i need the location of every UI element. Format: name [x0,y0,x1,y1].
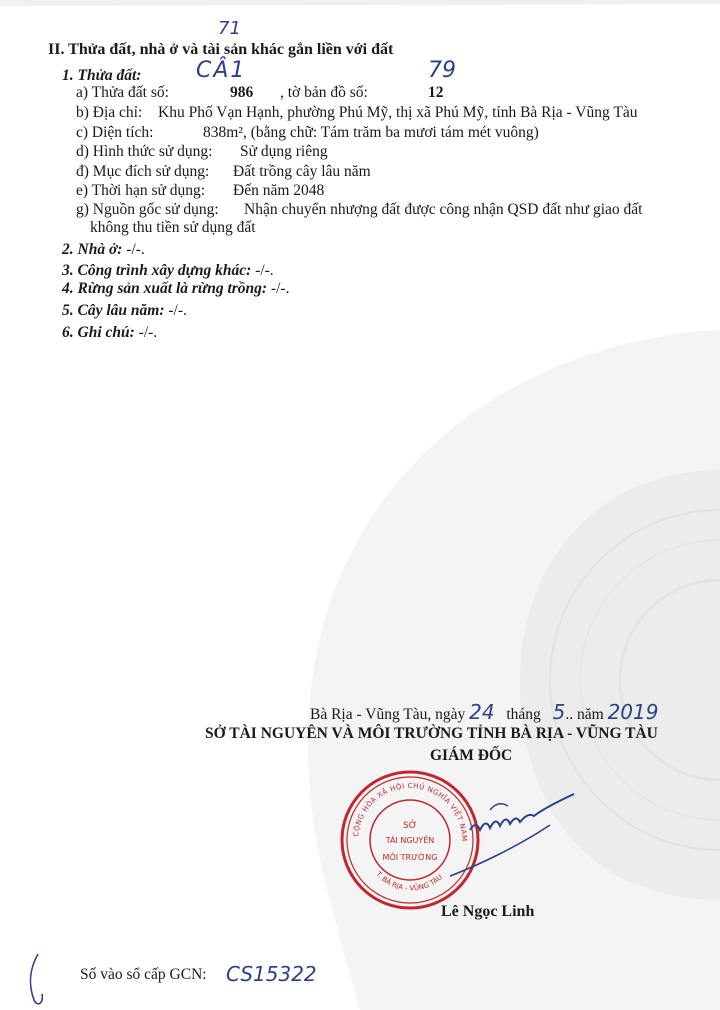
seal-line-2: TÀI NGUYÊN [385,836,435,845]
address-value: Khu Phố Vạn Hạnh, phường Phú Mỹ, thị xã Phú Mỹ, tỉnh Bà Rịa - Vũng Tàu [158,104,638,121]
handwritten-parcel-note: CÂ1 [196,58,247,83]
signer-name: Lê Ngọc Linh [441,903,535,920]
address-label: b) Địa chỉ: [76,104,143,121]
purpose-value: Đất trồng cây lâu năm [233,163,371,180]
parcel-label: a) Thửa đất số: [76,84,169,101]
seal-ring-bottom: T. BÀ RỊA - VŨNG TÀU [374,870,445,893]
origin-value-line2: không thu tiền sử dụng đất [90,219,256,236]
term-value: Đến năm 2048 [233,182,325,199]
term-label: e) Thời hạn sử dụng: [76,182,206,199]
item-house: 2. Nhà ở: -/-. [62,241,145,258]
handwritten-map-note: 79 [428,58,456,83]
handwritten-cert-number: CS15322 [226,962,317,986]
handwritten-day: 24 [469,700,495,724]
origin-label: g) Nguồn gốc sử dụng: [76,201,219,218]
item-notes: 6. Ghi chú: -/-. [62,324,158,341]
handwritten-month: 5 [552,700,566,724]
land-heading: 1. Thửa đất: [62,67,142,84]
purpose-label: đ) Mục đích sử dụng: [76,163,210,180]
handwritten-top-note: 71 [218,18,241,39]
area-label: c) Diện tích: [76,124,154,141]
authority-name: SỞ TÀI NGUYÊN VÀ MÔI TRƯỜNG TỈNH BÀ RỊA - VŨNG TÀU [205,725,658,742]
use-form-label: d) Hình thức sử dụng: [76,143,213,160]
map-label: , tờ bản đồ số: [280,84,368,101]
area-value: 838m², (bằng chữ: Tám trăm ba mươi tám mét vuông) [203,124,539,141]
signature-mark [450,780,600,900]
use-form-value: Sử dụng riêng [240,143,328,160]
origin-value-line1: Nhận chuyển nhượng đất được công nhận QSD đất như giao đất [244,201,643,218]
registry-label: Số vào sổ cấp GCN: [80,966,207,983]
signing-date-line: Bà Rịa - Vũng Tàu, ngày 24 tháng 5.. năm 2019 [310,700,659,724]
item-perennial-trees: 5. Cây lâu năm: -/-. [62,302,187,319]
seal-line-3: MÔI TRƯỜNG [382,853,438,862]
seal-line-1: SỞ [403,821,417,831]
item-other-construction: 3. Công trình xây dựng khác: -/-. [62,262,274,279]
item-plantation-forest: 4. Rừng sản xuất là rừng trồng: -/-. [62,280,290,297]
seal-ring-top: CỘNG HÒA XÃ HỘI CHỦ NGHĨA VIỆT NAM [352,781,469,842]
handwritten-year: 2019 [607,700,659,724]
signer-position: GIÁM ĐỐC [430,747,513,764]
pen-mark [24,950,52,1010]
map-number: 12 [428,84,444,101]
parcel-number: 986 [230,84,254,101]
section-title: II. Thửa đất, nhà ở và tài sản khác gắn liền với đất [48,41,394,58]
